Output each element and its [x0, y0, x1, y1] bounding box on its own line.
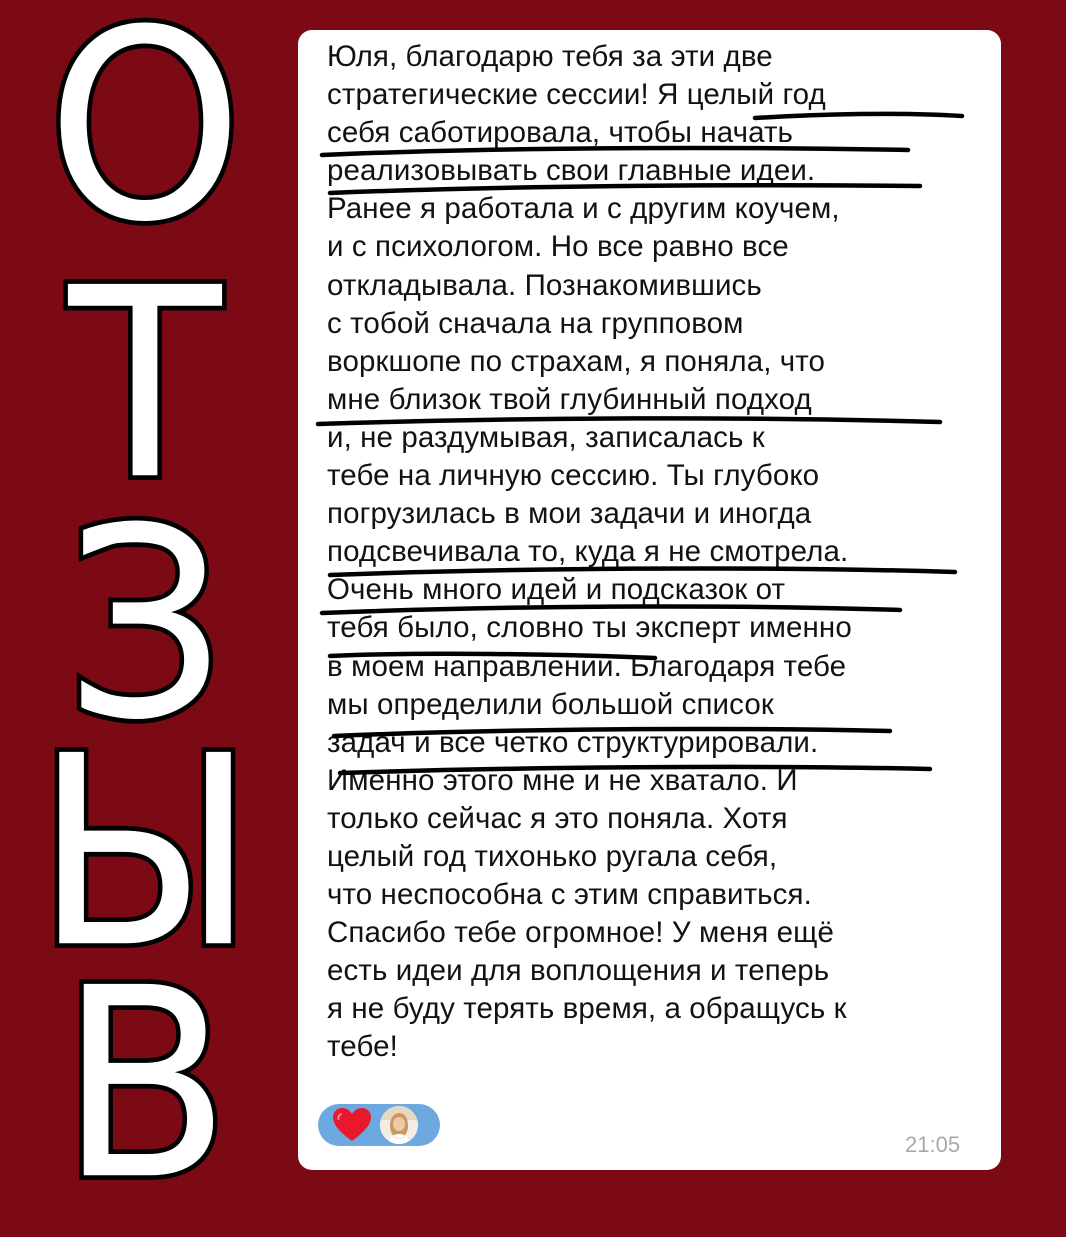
message-line: в моем направлении. Благодаря тебе [327, 649, 847, 683]
message-line: только сейчас я это поняла. Хотя [327, 801, 788, 835]
message-line: воркшопе по страхам, я поняла, что [327, 344, 826, 378]
message-line: тебе на личную сессию. Ты глубоко [327, 459, 820, 493]
message-line: что неспособна с этим справиться. [327, 878, 812, 912]
message-line: реализовывать свои главные идеи. [327, 154, 816, 188]
message-line: мне близок твой глубинный подход [327, 382, 812, 416]
message-line: тебя было, словно ты эксперт именно [327, 611, 852, 645]
message-text [327, 38, 987, 1067]
message-line: стратегические сессии! Я целый год [327, 78, 826, 112]
message-line: с тобой сначала на групповом [327, 306, 744, 340]
title-letter-y: Ы [34, 699, 256, 1006]
message-line: задач и все четко структурировали. [327, 725, 819, 759]
title-letter-v: В [59, 931, 231, 1237]
avatar [380, 1106, 418, 1144]
message-line: Именно этого мне и не хватало. И [327, 763, 798, 797]
message-line: погрузилась в мои задачи и иногда [327, 497, 812, 531]
message-line: и, не раздумывая, записалась к [327, 420, 765, 454]
message-line: я не буду терять время, а обращусь к [327, 992, 847, 1026]
message-line: целый год тихонько ругала себя, [327, 839, 778, 873]
message-line: себя саботировала, чтобы начать [327, 116, 794, 150]
message-line: есть идеи для воплощения и теперь [327, 954, 830, 988]
message-line: мы определили большой список [327, 687, 774, 721]
message-line: Очень много идей и подсказок от [327, 573, 786, 607]
message-line: и с психологом. Но все равно все [327, 230, 789, 264]
title-letter-t: Т [68, 231, 222, 538]
title-letter-z: З [64, 471, 226, 778]
message-line: Юля, благодарю тебя за эти две [327, 40, 773, 73]
heart-icon [332, 1107, 372, 1143]
message-line: откладывала. Познакомившись [327, 268, 762, 302]
reactions-pill[interactable] [318, 1104, 440, 1146]
message-timestamp: 21:05 [905, 1132, 961, 1157]
message-line: Спасибо тебе огромное! У меня ещё [327, 916, 835, 950]
message-line: Ранее я работала и с другим коучем, [327, 192, 840, 226]
message-line: подсвечивала то, куда я не смотрела. [327, 535, 849, 569]
title-letter-o: О [46, 0, 244, 280]
message-line: тебе! [327, 1030, 398, 1064]
